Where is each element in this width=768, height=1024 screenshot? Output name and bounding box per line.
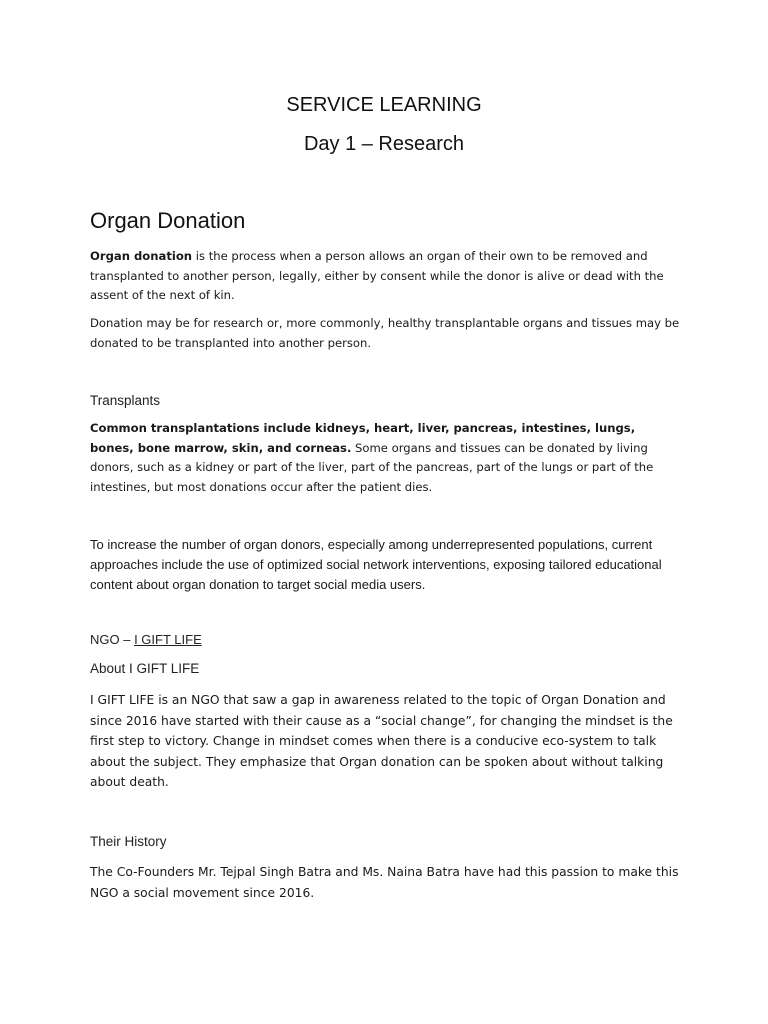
about-ngo-paragraph: I GIFT LIFE is an NGO that saw a gap in awareness related to the topic of Organ Donation and since 2016 have started with their cause as a “social change”, for changing the mindset is the first step to victory. Change in mindset comes when there is a conducive eco-system to talk about the subject. They emphasize that Organ donation can be spoken about without talking about death. [90, 693, 673, 789]
donation-paragraph: Donation may be for research or, more commonly, healthy transplantable organs and tissues may be donated to be transplanted into another person. [90, 316, 680, 350]
document-title: SERVICE LEARNING [286, 94, 482, 116]
ngo-label-prefix: NGO – [90, 632, 135, 647]
ngo-label [90, 632, 202, 647]
history-heading: Their History [90, 834, 167, 849]
section-heading-organ-donation: Organ Donation [90, 208, 246, 233]
increase-donors-paragraph: To increase the number of organ donors, especially among underrepresented populations, current approaches include the use of optimized social network interventions, exposing tailored educational content about organ donation to target social media users. [90, 537, 662, 592]
about-ngo-heading: About I GIFT LIFE [90, 661, 200, 676]
intro-paragraph [90, 247, 680, 306]
intro-text: is the process when a person allows an organ of their own to be removed and transplanted to another person, legally, either by consent while the donor is alive or dead with the assent of the next of kin. [90, 249, 664, 302]
transplants-bold-lead: Common transplantations include kidneys, heart, liver, pancreas, intestines, lungs, bones, bone marrow, skin, and corneas. [90, 421, 636, 455]
document-subtitle: Day 1 – Research [303, 133, 465, 155]
ngo-link[interactable]: I GIFT LIFE [134, 632, 202, 647]
transplants-paragraph [90, 419, 680, 497]
history-paragraph: The Co-Founders Mr. Tejpal Singh Batra and Ms. Naina Batra have had this passion to make this NGO a social movement since 2016. [90, 865, 679, 900]
transplants-text: Some organs and tissues can be donated by living donors, such as a kidney or part of the liver, part of the pancreas, part of the lungs or part of the intestines, but most donations occur after the patient dies. [90, 440, 654, 494]
intro-bold-lead: Organ donation [90, 249, 193, 263]
transplants-heading: Transplants [90, 393, 161, 408]
